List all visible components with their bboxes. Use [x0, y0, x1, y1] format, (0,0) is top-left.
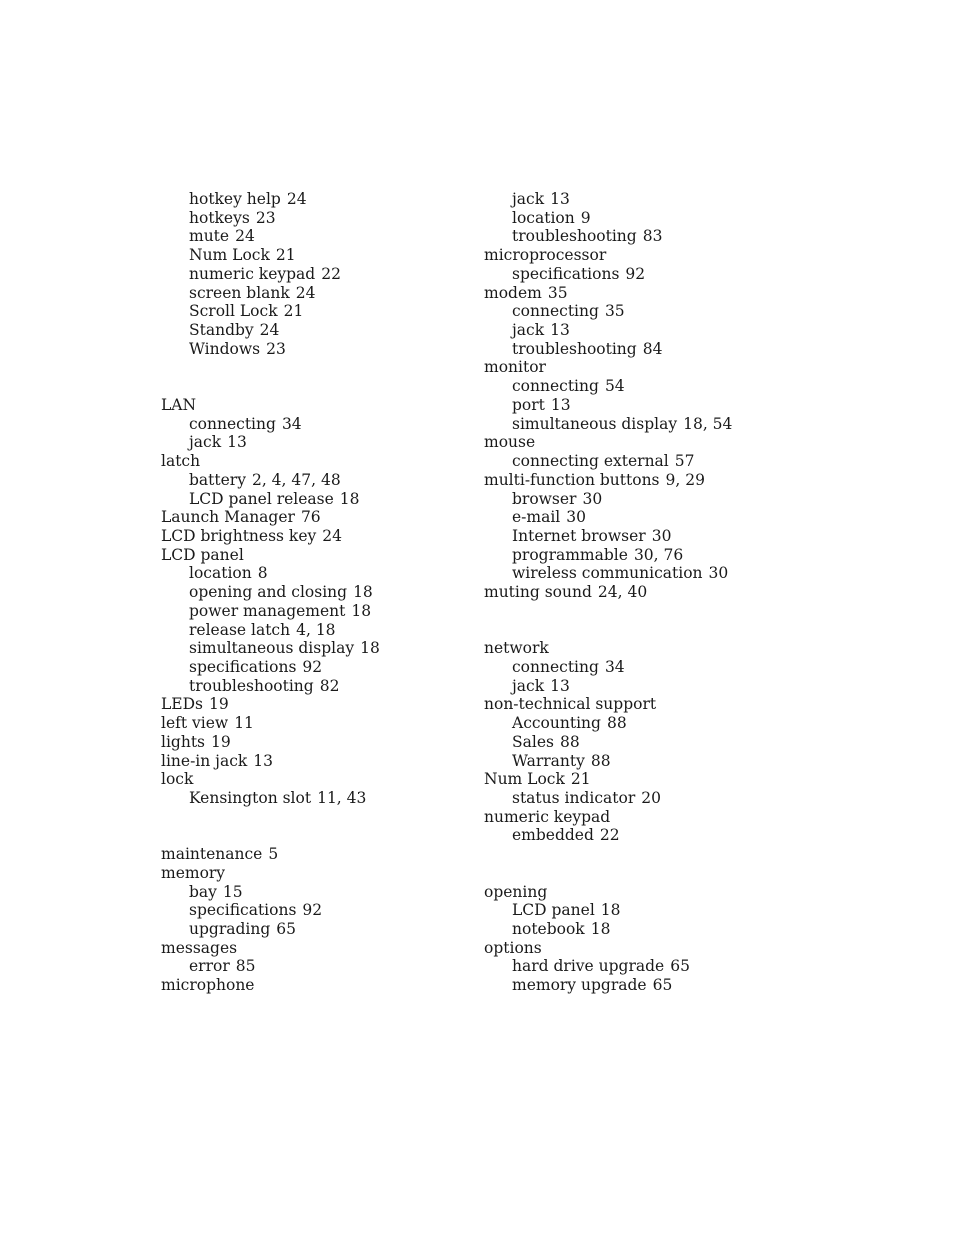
index-entry: [484, 639, 804, 658]
index-page-numbers: 34: [604, 657, 625, 676]
index-page-numbers: 88: [606, 714, 627, 733]
index-term: port: [512, 395, 545, 414]
index-page-numbers: 30: [651, 526, 672, 545]
index-entry: [161, 546, 481, 565]
index-term: memory upgrade: [512, 976, 647, 995]
index-term: location: [189, 564, 252, 583]
index-term: Standby: [189, 321, 254, 340]
index-term: upgrading: [189, 920, 271, 939]
index-term: modem: [484, 283, 542, 302]
index-term: status indicator: [512, 789, 636, 807]
index-subentry: [161, 658, 481, 677]
index-term: specifications: [189, 657, 297, 676]
index-entry: [484, 770, 804, 789]
index-entry: [484, 939, 804, 958]
index-subentry: [161, 471, 481, 490]
index-subentry: [161, 901, 481, 920]
index-letter-gap: [161, 808, 481, 845]
index-term: battery: [189, 470, 246, 489]
index-page-numbers: 9: [580, 208, 591, 227]
index-term: microprocessor: [484, 246, 607, 265]
index-subentry: [484, 209, 804, 228]
index-entry: [161, 695, 481, 714]
index-entry: [161, 845, 481, 864]
index-term: messages: [161, 938, 238, 957]
index-subentry: [484, 901, 804, 920]
index-subentry: [161, 883, 481, 902]
index-page-numbers: 92: [625, 264, 646, 283]
index-subentry: [484, 265, 804, 284]
index-column-left: [161, 190, 481, 995]
index-term: monitor: [484, 358, 546, 377]
index-term: e-mail: [512, 508, 561, 527]
index-entry: [484, 358, 804, 377]
index-page-numbers: 18: [339, 489, 360, 508]
index-subentry: [161, 957, 481, 976]
index-term: LAN: [161, 395, 197, 414]
index-entry: [161, 396, 481, 415]
index-page-numbers: 18: [353, 583, 373, 602]
index-entry: [484, 433, 804, 452]
index-subentry: [161, 677, 481, 696]
index-entry: [161, 976, 481, 995]
index-subentry: [161, 433, 481, 452]
index-subentry: [161, 227, 481, 246]
index-page-numbers: 2, 4, 47, 48: [251, 470, 341, 489]
index-term: jack: [512, 321, 545, 340]
index-subentry: [484, 508, 804, 527]
index-subentry: [161, 639, 481, 658]
index-term: Internet browser: [512, 526, 646, 545]
index-page-numbers: 18: [360, 639, 380, 658]
index-term: LEDs: [161, 695, 203, 714]
index-term: connecting: [512, 657, 599, 676]
index-subentry: [484, 658, 804, 677]
index-subentry: [484, 546, 804, 565]
index-term: hotkey help: [189, 190, 281, 208]
index-page-numbers: 84: [642, 339, 663, 358]
index-term: Num Lock: [484, 770, 565, 789]
index-term: mouse: [484, 433, 536, 452]
index-page-numbers: 65: [670, 957, 690, 976]
index-page-numbers: 13: [550, 321, 570, 340]
index-page-numbers: 92: [302, 901, 323, 920]
index-term: power management: [189, 601, 346, 620]
index-term: multi-function buttons: [484, 470, 660, 489]
index-term: error: [189, 957, 230, 976]
index-term: troubleshooting: [189, 676, 314, 695]
index-term: lock: [161, 770, 194, 789]
index-term: troubleshooting: [512, 339, 637, 358]
index-page-numbers: 30: [582, 489, 603, 508]
index-letter-gap: [484, 845, 804, 882]
index-term: browser: [512, 489, 577, 508]
index-term: memory: [161, 863, 226, 882]
index-subentry: [484, 452, 804, 471]
index-term: programmable: [512, 545, 628, 564]
index-page-numbers: 5: [268, 845, 279, 864]
index-page-numbers: 88: [590, 751, 611, 770]
index-page-numbers: 88: [559, 732, 580, 751]
index-entry: [161, 733, 481, 752]
index-entry: [484, 883, 804, 902]
index-term: numeric keypad: [484, 807, 611, 826]
index-entry: [161, 714, 481, 733]
index-term: Accounting: [512, 714, 601, 733]
index-page-numbers: 76: [300, 508, 321, 527]
index-page-numbers: 9, 29: [665, 470, 705, 489]
index-term: simultaneous display: [512, 414, 678, 433]
index-page-numbers: 21: [283, 302, 304, 321]
index-page-numbers: 24: [259, 321, 280, 340]
index-subentry: [484, 415, 804, 434]
index-entry: [484, 246, 804, 265]
index-entry: [161, 527, 481, 546]
index-page-numbers: 18, 54: [683, 414, 733, 433]
index-term: troubleshooting: [512, 227, 637, 246]
index-subentry: [484, 752, 804, 771]
index-letter-gap: [161, 358, 481, 395]
index-term: hotkeys: [189, 208, 250, 227]
index-term: Warranty: [512, 751, 585, 770]
index-page-numbers: 85: [235, 957, 256, 976]
index-term: connecting: [189, 414, 276, 433]
index-page-numbers: 24: [235, 227, 255, 246]
index-page-numbers: 54: [604, 377, 625, 396]
index-page-numbers: 23: [255, 208, 276, 227]
index-column-right: [484, 190, 804, 995]
index-subentry: [161, 490, 481, 509]
index-term: bay: [189, 882, 217, 901]
index-term: non-technical support: [484, 695, 657, 714]
index-term: simultaneous display: [189, 639, 355, 658]
index-term: wireless communication: [512, 564, 703, 583]
index-page-numbers: 24: [295, 283, 316, 302]
index-page-numbers: 30, 76: [633, 545, 684, 564]
index-term: Windows: [189, 339, 261, 358]
index-letter-gap: [484, 602, 804, 639]
index-subentry: [484, 227, 804, 246]
index-page-numbers: 21: [275, 246, 296, 265]
index-term: screen blank: [189, 283, 290, 302]
index-term: location: [512, 208, 575, 227]
index-page-numbers: 19: [211, 732, 231, 751]
index-subentry: [484, 527, 804, 546]
index-page-numbers: 35: [547, 283, 568, 302]
index-term: muting sound: [484, 583, 592, 602]
index-entry: [484, 583, 804, 602]
index-page-numbers: 21: [570, 770, 591, 789]
index-page-numbers: 24: [322, 526, 342, 545]
index-page-numbers: 34: [281, 414, 302, 433]
index-page-numbers: 35: [604, 302, 625, 321]
index-page-numbers: 30: [566, 508, 586, 527]
index-term: connecting external: [512, 452, 669, 471]
index-page-numbers: 22: [321, 264, 341, 283]
index-subentry: [484, 920, 804, 939]
index-subentry: [161, 920, 481, 939]
index-entry: [161, 452, 481, 471]
index-term: Launch Manager: [161, 508, 295, 527]
index-page-numbers: 13: [227, 433, 247, 452]
index-page-numbers: 20: [641, 789, 661, 807]
index-page-numbers: 83: [642, 227, 663, 246]
index-term: options: [484, 938, 542, 957]
index-term: LCD panel release: [189, 489, 334, 508]
index-term: maintenance: [161, 845, 263, 864]
index-subentry: [161, 415, 481, 434]
index-term: Num Lock: [189, 246, 270, 265]
index-entry: [484, 695, 804, 714]
index-entry: [161, 508, 481, 527]
index-subentry: [161, 302, 481, 321]
index-entry: [161, 864, 481, 883]
index-subentry: [484, 957, 804, 976]
index-page-numbers: 15: [222, 882, 243, 901]
index-subentry: [161, 246, 481, 265]
index-term: left view: [161, 714, 229, 733]
index-page-numbers: 18: [600, 901, 621, 920]
index-subentry: [484, 321, 804, 340]
index-subentry: [484, 564, 804, 583]
index-entry: [484, 284, 804, 303]
index-term: release latch: [189, 620, 291, 639]
index-term: connecting: [512, 377, 599, 396]
index-term: Scroll Lock: [189, 302, 278, 321]
index-page-numbers: 65: [652, 976, 673, 995]
index-subentry: [484, 302, 804, 321]
index-page-numbers: 82: [319, 676, 340, 695]
index-term: microphone: [161, 976, 255, 995]
index-term: notebook: [512, 920, 585, 939]
index-term: opening and closing: [189, 583, 348, 602]
index-page-numbers: 19: [209, 695, 229, 714]
index-subentry: [161, 265, 481, 284]
index-term: connecting: [512, 302, 599, 321]
index-subentry: [484, 340, 804, 359]
index-subentry: [484, 733, 804, 752]
index-page-numbers: 65: [276, 920, 296, 939]
index-term: mute: [189, 227, 230, 246]
index-term: Kensington slot: [189, 789, 312, 807]
index-subentry: [484, 826, 804, 845]
index-subentry: [161, 564, 481, 583]
index-term: opening: [484, 882, 548, 901]
index-page-numbers: 30: [708, 564, 729, 583]
index-subentry: [161, 340, 481, 359]
index-page-numbers: 13: [550, 676, 570, 695]
index-page-numbers: 13: [253, 751, 274, 770]
index-entry: [161, 752, 481, 771]
index-term: hard drive upgrade: [512, 957, 665, 976]
index-term: lights: [161, 732, 206, 751]
index-term: network: [484, 639, 549, 658]
index-term: embedded: [512, 826, 594, 845]
index-term: jack: [189, 433, 222, 452]
index-subentry: [161, 583, 481, 602]
index-subentry: [484, 976, 804, 995]
index-page-numbers: 11: [234, 714, 254, 733]
index-term: specifications: [189, 901, 297, 920]
index-page-numbers: 18: [351, 601, 372, 620]
index-subentry: [484, 677, 804, 696]
index-term: LCD panel: [161, 545, 244, 564]
index-page-numbers: 24, 40: [597, 583, 648, 602]
index-term: jack: [512, 190, 545, 208]
index-subentry: [484, 377, 804, 396]
index-entry: [484, 808, 804, 827]
index-page-numbers: 8: [257, 564, 268, 583]
index-term: specifications: [512, 264, 620, 283]
index-subentry: [484, 714, 804, 733]
index-subentry: [161, 190, 481, 209]
index-term: LCD panel: [512, 901, 595, 920]
index-term: Sales: [512, 732, 554, 751]
index-term: jack: [512, 676, 545, 695]
index-page-numbers: 92: [302, 657, 323, 676]
index-entry: [161, 770, 481, 789]
index-subentry: [161, 321, 481, 340]
index-page-numbers: 57: [674, 452, 695, 471]
index-subentry: [484, 490, 804, 509]
index-page-numbers: 11, 43: [317, 789, 367, 807]
index-term: LCD brightness key: [161, 526, 317, 545]
index-page-numbers: 4, 18: [296, 620, 336, 639]
index-subentry: [161, 789, 481, 808]
index-subentry: [484, 789, 804, 808]
index-page-numbers: 22: [599, 826, 620, 845]
index-entry: [484, 471, 804, 490]
index-page-numbers: 23: [266, 339, 286, 358]
index-term: numeric keypad: [189, 264, 316, 283]
index-term: latch: [161, 452, 201, 471]
index-subentry: [161, 621, 481, 640]
index-subentry: [484, 396, 804, 415]
index-entry: [161, 939, 481, 958]
index-page-numbers: 18: [590, 920, 611, 939]
index-page-numbers: 13: [550, 395, 571, 414]
index-subentry: [161, 602, 481, 621]
index-term: line-in jack: [161, 751, 248, 770]
index-subentry: [161, 284, 481, 303]
index-page-numbers: 24: [286, 190, 307, 208]
index-page-numbers: 13: [550, 190, 570, 208]
index-subentry: [484, 190, 804, 209]
index-subentry: [161, 209, 481, 228]
